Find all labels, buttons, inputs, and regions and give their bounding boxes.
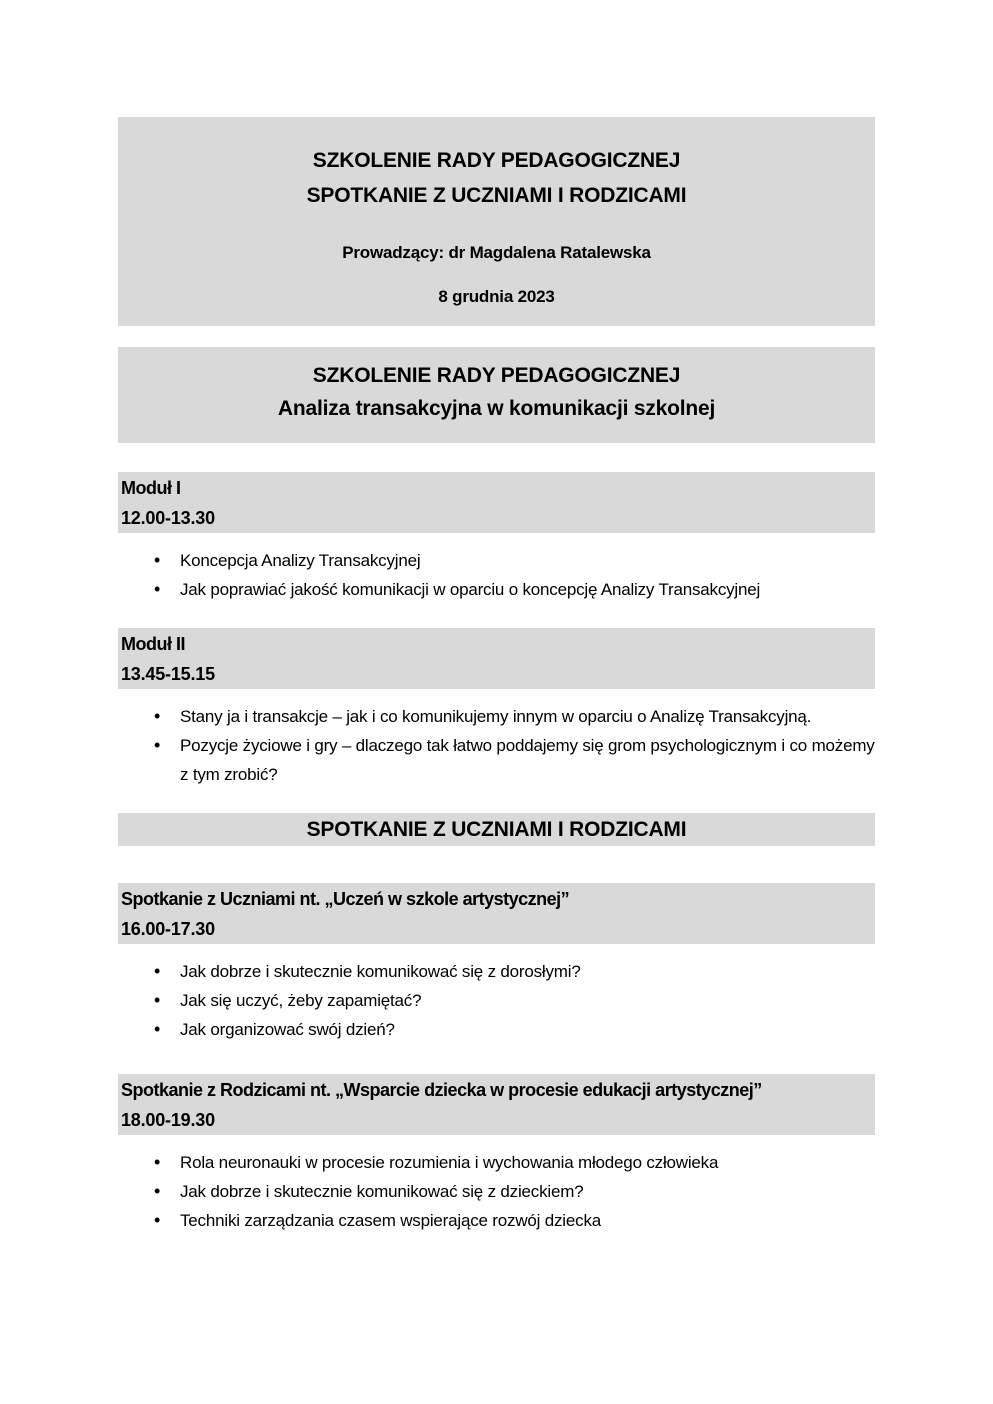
section-modul-1-heading: Moduł I xyxy=(121,478,181,498)
section-modul-2-time: 13.45-15.15 xyxy=(121,664,215,684)
training-title-line1: SZKOLENIE RADY PEDAGOGICZNEJ xyxy=(312,364,681,387)
header-title-line2: SPOTKANIE Z UCZNIAMI I RODZICAMI xyxy=(306,184,687,207)
agenda-bullet: • Jak się uczyć, żeby zapamiętać? xyxy=(118,986,875,1015)
section-modul-1-time: 12.00-13.30 xyxy=(121,508,215,528)
section-modul-2 xyxy=(118,628,875,789)
agenda-bullet: • Pozycje życiowe i gry – dlaczego tak łatwo poddajemy się grom psychologicznym i co możemy z tym zrobić? xyxy=(118,731,875,789)
document-content xyxy=(118,0,875,1235)
section-modul-1-bullets xyxy=(118,546,875,604)
header-title-line1: SZKOLENIE RADY PEDAGOGICZNEJ xyxy=(312,149,681,172)
presenter-line: Prowadzący: dr Magdalena Ratalewska xyxy=(342,243,651,262)
training-title-line2: Analiza transakcyjna w komunikacji szkolnej xyxy=(277,397,716,420)
divider-heading: SPOTKANIE Z UCZNIAMI I RODZICAMI xyxy=(118,813,875,846)
meeting-students-bullets xyxy=(118,957,875,1044)
event-date: 8 grudnia 2023 xyxy=(438,287,555,306)
section-modul-2-bar xyxy=(118,628,875,689)
meeting-students-bar xyxy=(118,883,875,944)
meeting-parents-time: 18.00-19.30 xyxy=(121,1110,215,1130)
agenda-bullet: • Koncepcja Analizy Transakcyjnej xyxy=(118,546,875,575)
agenda-bullet: • Techniki zarządzania czasem wspierające rozwój dziecka xyxy=(118,1206,875,1235)
section-modul-1-bar xyxy=(118,472,875,533)
meeting-students-time: 16.00-17.30 xyxy=(121,919,215,939)
document-header-block xyxy=(118,117,875,326)
agenda-bullet: • Jak organizować swój dzień? xyxy=(118,1015,875,1044)
agenda-bullet: • Jak dobrze i skutecznie komunikować się z dorosłymi? xyxy=(118,957,875,986)
training-title-block xyxy=(118,347,875,443)
agenda-bullet: • Rola neuronauki w procesie rozumienia i wychowania młodego człowieka xyxy=(118,1148,875,1177)
agenda-bullet: • Stany ja i transakcje – jak i co komunikujemy innym w oparciu o Analizę Transakcyjną. xyxy=(118,702,875,731)
meeting-students-heading: Spotkanie z Uczniami nt. „Uczeń w szkole artystycznej” xyxy=(121,889,570,909)
meeting-parents-bullets xyxy=(118,1148,875,1235)
section-meeting-students xyxy=(118,883,875,1044)
agenda-bullet: • Jak dobrze i skutecznie komunikować się z dzieckiem? xyxy=(118,1177,875,1206)
agenda-bullet: • Jak poprawiać jakość komunikacji w oparciu o koncepcję Analizy Transakcyjnej xyxy=(118,575,875,604)
section-meeting-parents xyxy=(118,1074,875,1235)
section-modul-2-bullets xyxy=(118,702,875,789)
section-modul-2-heading: Moduł II xyxy=(121,634,185,654)
meeting-parents-bar xyxy=(118,1074,875,1135)
section-modul-1 xyxy=(118,472,875,604)
meeting-parents-heading: Spotkanie z Rodzicami nt. „Wsparcie dziecka w procesie edukacji artystycznej” xyxy=(121,1080,762,1100)
